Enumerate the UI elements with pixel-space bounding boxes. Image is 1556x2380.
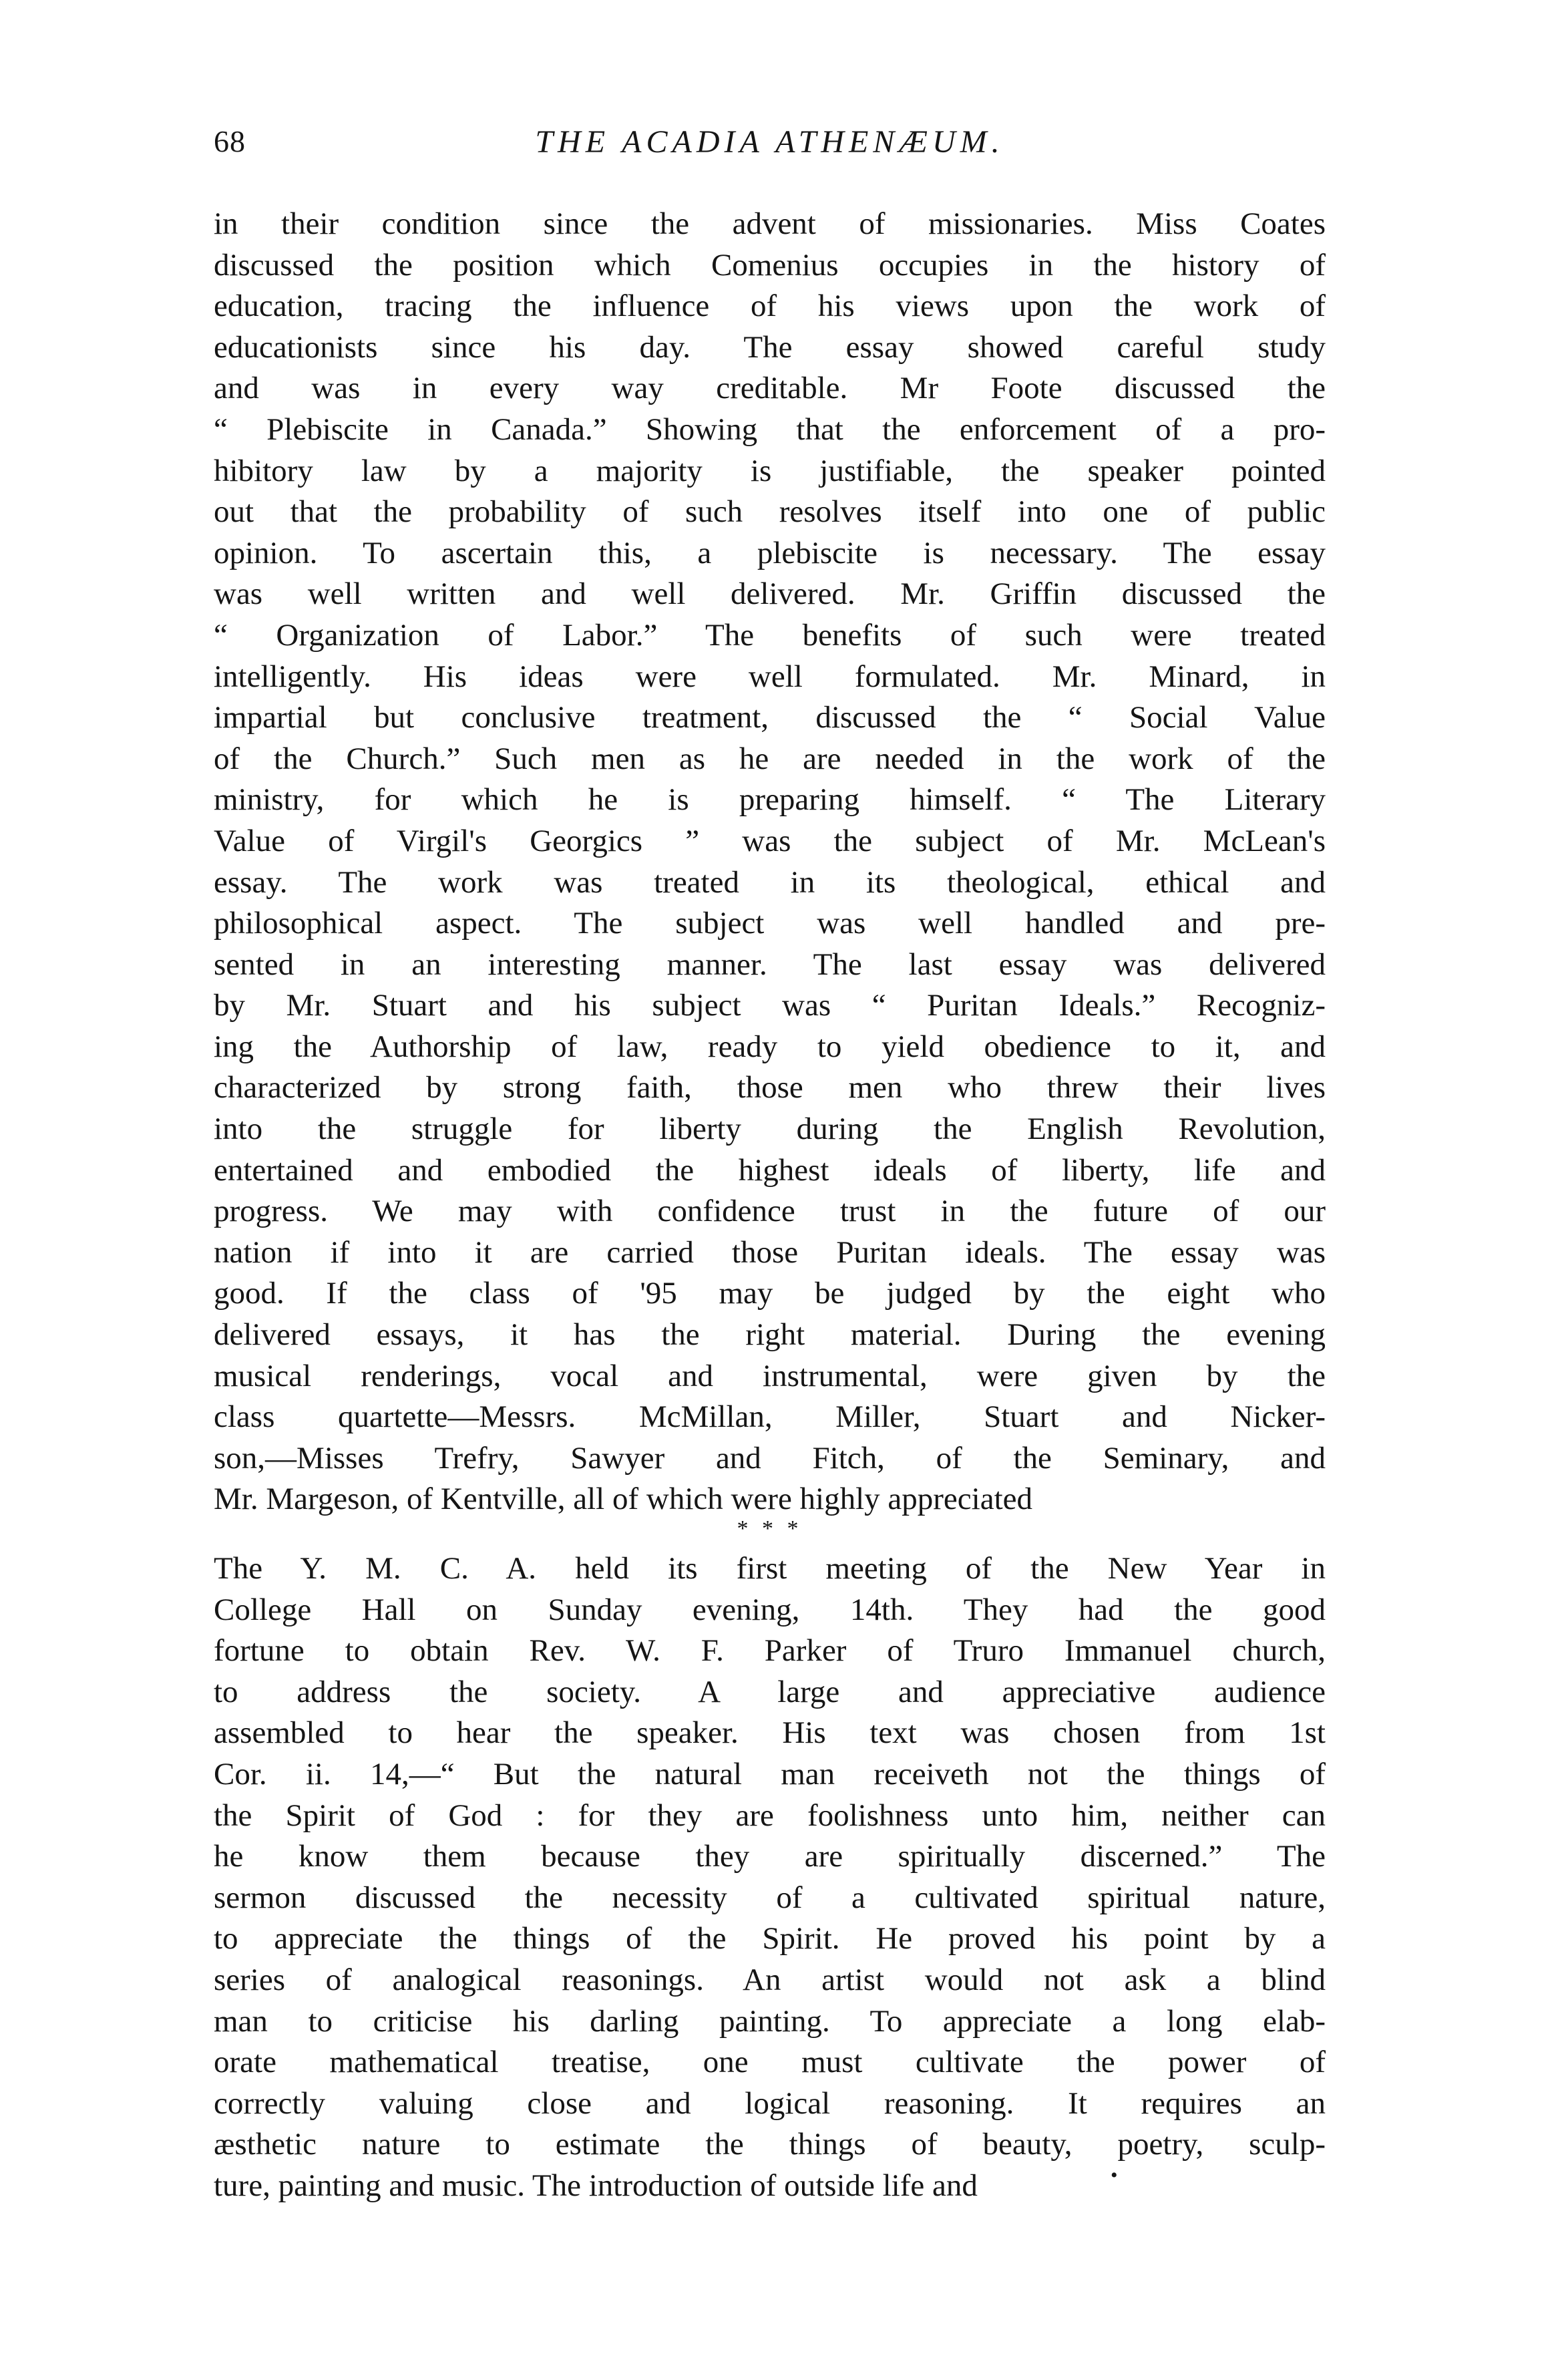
- text-line: the Spirit of God : for they are foolishness unto him, neither can: [214, 1798, 1326, 1833]
- text-line: assembled to hear the speaker. His text was chosen from 1st: [214, 1715, 1326, 1751]
- footer-mark: •: [1111, 2164, 1118, 2186]
- text-line: was well written and well delivered. Mr. Griffin discussed the: [214, 576, 1326, 612]
- text-line: he know them because they are spiritually discerned.” The: [214, 1839, 1326, 1874]
- text-line: by Mr. Stuart and his subject was “ Puritan Ideals.” Recogniz-: [214, 988, 1326, 1023]
- text-line: nation if into it are carried those Puritan ideals. The essay was: [214, 1234, 1326, 1270]
- text-line: series of analogical reasonings. An artist would not ask a blind: [214, 1962, 1326, 1997]
- page: [214, 124, 1326, 2207]
- text-line: into the struggle for liberty during the English Revolution,: [214, 1112, 1326, 1147]
- paragraph-essays: [214, 204, 1326, 1520]
- page-header: [214, 124, 1326, 184]
- text-line: educationists since his day. The essay showed careful study: [214, 329, 1326, 365]
- text-line: of the Church.” Such men as he are needed in the work of the: [214, 741, 1326, 776]
- text-line: essay. The work was treated in its theological, ethical and: [214, 864, 1326, 900]
- running-title: THE ACADIA ATHENÆUM.: [535, 124, 1004, 160]
- paragraph-ymca: [214, 1548, 1326, 2207]
- text-line: ministry, for which he is preparing himself. “ The Literary: [214, 782, 1326, 818]
- text-line: intelligently. His ideas were well formulated. Mr. Minard, in: [214, 659, 1326, 694]
- text-line: out that the probability of such resolves itself into one of public: [214, 494, 1326, 530]
- text-line: and was in every way creditable. Mr Foote discussed the: [214, 371, 1326, 406]
- text-line: entertained and embodied the highest ideals of liberty, life and: [214, 1152, 1326, 1188]
- text-line: sermon discussed the necessity of a cultivated spiritual nature,: [214, 1880, 1326, 1915]
- text-line: Mr. Margeson, of Kentville, all of which were highly appreciated: [214, 1482, 1032, 1517]
- text-line: delivered essays, it has the right material. During the evening: [214, 1317, 1326, 1353]
- text-line: ture, painting and music. The introduction of outside life and: [214, 2168, 978, 2203]
- page-number: 68: [214, 124, 246, 158]
- text-line: man to criticise his darling painting. To appreciate a long elab-: [214, 2003, 1326, 2039]
- text-line: The Y. M. C. A. held its first meeting of the New Year in: [214, 1551, 1326, 1586]
- text-line: musical renderings, vocal and instrumental, were given by the: [214, 1358, 1326, 1393]
- text-line: philosophical aspect. The subject was well handled and pre-: [214, 906, 1326, 941]
- text-line: ing the Authorship of law, ready to yield obedience to it, and: [214, 1029, 1326, 1064]
- text-line: characterized by strong faith, those men who threw their lives: [214, 1070, 1326, 1106]
- text-line: in their condition since the advent of missionaries. Miss Coates: [214, 206, 1326, 241]
- text-line: fortune to obtain Rev. W. F. Parker of Truro Immanuel church,: [214, 1633, 1326, 1669]
- text-line: orate mathematical treatise, one must cultivate the power of: [214, 2045, 1326, 2080]
- text-line: “ Plebiscite in Canada.” Showing that the enforcement of a pro-: [214, 411, 1326, 447]
- text-line: education, tracing the influence of his views upon the work of: [214, 289, 1326, 324]
- text-line: to address the society. A large and appreciative audience: [214, 1674, 1326, 1709]
- text-line: Cor. ii. 14,—“ But the natural man receiveth not the things of: [214, 1756, 1326, 1792]
- text-line: opinion. To ascertain this, a plebiscite is necessary. The essay: [214, 535, 1326, 570]
- text-line: discussed the position which Comenius occupies in the history of: [214, 247, 1326, 283]
- text-line: impartial but conclusive treatment, discussed the “ Social Value: [214, 700, 1326, 735]
- text-line: to appreciate the things of the Spirit. He proved his point by a: [214, 1921, 1326, 1957]
- text-line: æsthetic nature to estimate the things of beauty, poetry, sculp-: [214, 2127, 1326, 2162]
- text-line: “ Organization of Labor.” The benefits of such were treated: [214, 617, 1326, 653]
- text-line: progress. We may with confidence trust in the future of our: [214, 1194, 1326, 1229]
- text-line: correctly valuing close and logical reasoning. It requires an: [214, 2085, 1326, 2121]
- text-line: son,—Misses Trefry, Sawyer and Fitch, of the Seminary, and: [214, 1440, 1326, 1476]
- text-line: sented in an interesting manner. The last essay was delivered: [214, 947, 1326, 982]
- text-line: good. If the class of '95 may be judged by the eight who: [214, 1276, 1326, 1311]
- text-line: Value of Virgil's Georgics ” was the subject of Mr. McLean's: [214, 823, 1326, 858]
- text-line: hibitory law by a majority is justifiable, the speaker pointed: [214, 453, 1326, 488]
- section-ornament: * * *: [737, 1516, 803, 1541]
- text-line: College Hall on Sunday evening, 14th. They had the good: [214, 1592, 1326, 1627]
- text-line: class quartette—Messrs. McMillan, Miller, Stuart and Nicker-: [214, 1399, 1326, 1435]
